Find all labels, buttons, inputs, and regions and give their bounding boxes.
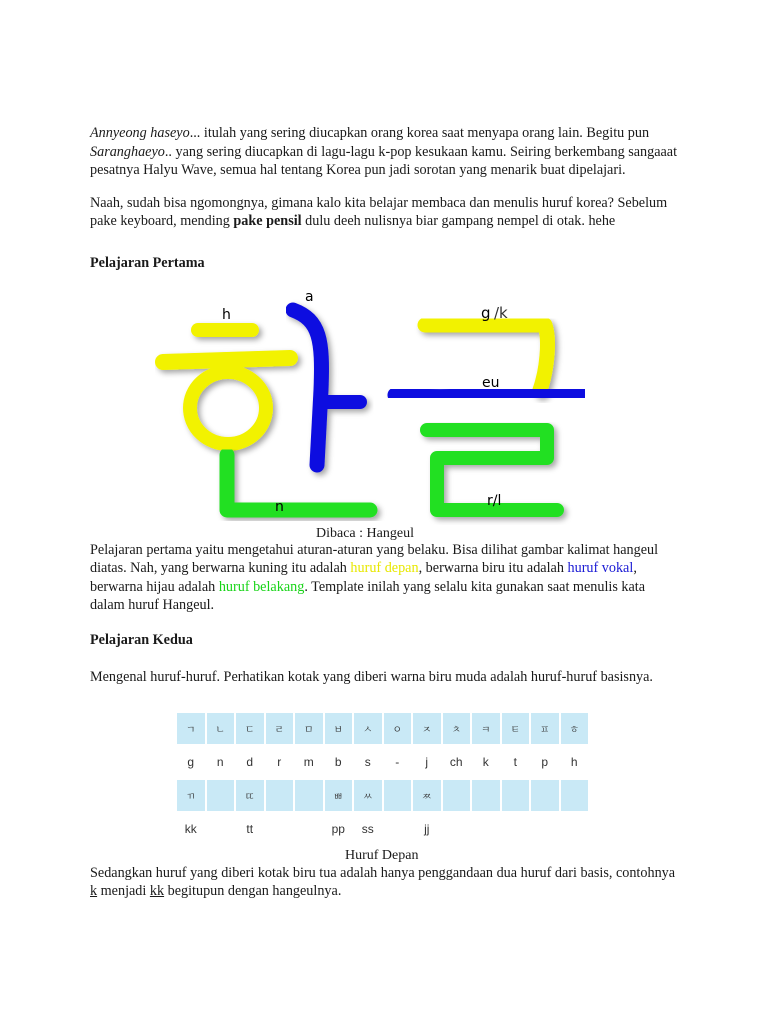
double-latin-cell bbox=[443, 813, 471, 845]
line2: Naah, sudah bisa ngomongnya, gimana kalo kita belajar membaca dan menulis huruf korea? Sebelum pake keyboard, mending bbox=[90, 194, 668, 229]
hangeul-diagram bbox=[155, 280, 585, 525]
pake-pensil-bold: pake pensil bbox=[233, 213, 302, 229]
after-text-a: Sedangkan huruf yang diberi kotak biru tua adalah hanya penggandaan dua huruf dari basis, contohnya bbox=[90, 865, 676, 881]
hangul-row bbox=[177, 713, 588, 744]
label-rl: r/l bbox=[487, 493, 502, 509]
double-latin-cell bbox=[266, 813, 294, 845]
sarang-italic: Saranghaeyo bbox=[90, 143, 165, 160]
double-hangul-cell bbox=[561, 780, 589, 811]
hangul-cell: ㄷ bbox=[236, 713, 264, 744]
double-latin-cell bbox=[295, 813, 323, 845]
double-latin-cell bbox=[531, 813, 559, 845]
double-latin-cell: tt bbox=[246, 822, 254, 836]
hangul-cell: ㅍ bbox=[531, 713, 559, 744]
table-caption: Huruf Depan bbox=[345, 848, 419, 863]
latin-cell: g bbox=[187, 755, 195, 769]
lesson2-intro: Mengenal huruf-huruf. Perhatikan kotak yang diberi warna biru muda adalah huruf-huruf basisnya. bbox=[90, 669, 653, 685]
intro-text-2 bbox=[90, 194, 680, 231]
double-hangul-cell bbox=[531, 780, 559, 811]
double-latin-row bbox=[177, 813, 588, 845]
double-latin-cell: ss bbox=[361, 822, 374, 836]
double-hangul-row bbox=[177, 780, 588, 811]
hangul-cell: ㅂ bbox=[325, 713, 353, 744]
latin-cell: - bbox=[395, 755, 400, 769]
double-hangul-cell: ㅆ bbox=[354, 780, 382, 811]
hangul-cell: ㄴ bbox=[207, 713, 235, 744]
double-hangul-cell: ㅃ bbox=[325, 780, 353, 811]
initial-h-stroke bbox=[163, 330, 290, 444]
greeting-rest: ... itulah yang sering diucapkan orang korea saat menyapa orang lain. Begitu pun bbox=[189, 125, 650, 142]
sarang-rest: .. yang sering diucapkan di lagu-lagu k-pop kesukaan kamu. Seiring berkembang sangaaat pesatnya Halyu Wave, semua hal tentang Korea pun jadi sorotan yang menarik buat dipelajari. bbox=[90, 143, 678, 178]
double-hangul-cell bbox=[443, 780, 471, 811]
lesson1-text-b: , berwarna biru itu adalah bbox=[418, 560, 568, 577]
latin-cell: b bbox=[334, 755, 342, 769]
latin-cell: n bbox=[216, 755, 224, 769]
lesson2-heading: Pelajaran Kedua bbox=[90, 632, 193, 648]
example-k: k bbox=[90, 883, 98, 900]
double-latin-cell bbox=[384, 813, 412, 845]
latin-cell: h bbox=[570, 755, 578, 769]
latin-cell: m bbox=[303, 755, 314, 769]
term-huruf-depan: huruf depan bbox=[350, 560, 419, 577]
greeting-italic: Annyeong haseyo bbox=[90, 125, 190, 142]
term-huruf-vokal: huruf vokal bbox=[567, 560, 634, 577]
figure-caption: Dibaca : Hangeul bbox=[316, 526, 414, 541]
latin-cell: ch bbox=[449, 755, 463, 769]
intro-text bbox=[90, 124, 680, 179]
latin-cell: p bbox=[541, 755, 549, 769]
double-latin-cell: pp bbox=[331, 822, 345, 836]
double-hangul-cell bbox=[295, 780, 323, 811]
lesson2-after bbox=[90, 864, 680, 901]
hangul-cell: ㅌ bbox=[502, 713, 530, 744]
latin-row bbox=[177, 746, 588, 778]
lesson1-paragraph bbox=[90, 541, 680, 615]
double-latin-cell bbox=[472, 813, 500, 845]
double-hangul-cell: ㄸ bbox=[236, 780, 264, 811]
latin-cell: r bbox=[277, 755, 282, 769]
hangul-cell: ㅋ bbox=[472, 713, 500, 744]
after-text-c: begitupun dengan hangeulnya. bbox=[164, 883, 342, 900]
line2-rest: dulu deeh nulisnya biar gampang nempel di otak. hehe bbox=[301, 213, 616, 229]
final-n-stroke bbox=[227, 455, 370, 510]
hangul-cell: ㅈ bbox=[413, 713, 441, 744]
hangul-cell: ㅅ bbox=[354, 713, 382, 744]
double-latin-cell bbox=[502, 813, 530, 845]
label-a: a bbox=[305, 289, 314, 305]
label-eu: eu bbox=[482, 375, 500, 391]
vowel-a-stroke bbox=[293, 310, 360, 465]
double-latin-cell bbox=[207, 813, 235, 845]
latin-cell: d bbox=[246, 755, 254, 769]
lesson1-heading: Pelajaran Pertama bbox=[90, 255, 205, 271]
double-hangul-cell bbox=[384, 780, 412, 811]
double-latin-cell bbox=[561, 813, 589, 845]
double-hangul-cell: ㅉ bbox=[413, 780, 441, 811]
latin-cell: k bbox=[482, 755, 489, 769]
hangeul-figure bbox=[155, 280, 585, 525]
hangul-cell: ㅎ bbox=[561, 713, 589, 744]
lesson1-text-a: Pelajaran pertama yaitu mengetahui aturan-aturan yang belaku. Bisa dilihat gambar kalimat hangeul diatas. Nah, yang berwarna kuning itu adalah bbox=[90, 542, 659, 577]
hangul-cell: ㅁ bbox=[295, 713, 323, 744]
hangul-cell: ㅇ bbox=[384, 713, 412, 744]
double-latin-cell: kk bbox=[184, 822, 197, 836]
lesson1-text-d: . Template inilah yang selalu kita gunakan saat menulis kata dalam huruf Hangeul. bbox=[90, 578, 646, 614]
hangul-cell: ㄱ bbox=[177, 713, 205, 744]
hangul-cell: ㅊ bbox=[443, 713, 471, 744]
label-k: /k bbox=[494, 304, 508, 322]
double-hangul-cell bbox=[472, 780, 500, 811]
latin-cell: s bbox=[364, 755, 371, 769]
double-hangul-cell bbox=[266, 780, 294, 811]
label-g: g bbox=[481, 304, 491, 322]
lesson1-text-c: , berwarna hijau adalah bbox=[90, 560, 637, 595]
double-hangul-cell: ㄲ bbox=[177, 780, 205, 811]
example-kk: kk bbox=[149, 883, 165, 900]
double-latin-cell: jj bbox=[424, 822, 430, 836]
double-hangul-cell bbox=[207, 780, 235, 811]
latin-cell: j bbox=[425, 755, 429, 769]
term-huruf-belakang: huruf belakang bbox=[218, 578, 305, 595]
label-n: n bbox=[275, 499, 284, 515]
double-hangul-cell bbox=[502, 780, 530, 811]
hangul-cell: ㄹ bbox=[266, 713, 294, 744]
latin-cell: t bbox=[513, 755, 517, 769]
label-h: h bbox=[222, 307, 231, 323]
consonant-table bbox=[175, 711, 590, 847]
after-text-b: menjadi bbox=[97, 883, 150, 900]
intro-paragraph bbox=[90, 110, 680, 245]
